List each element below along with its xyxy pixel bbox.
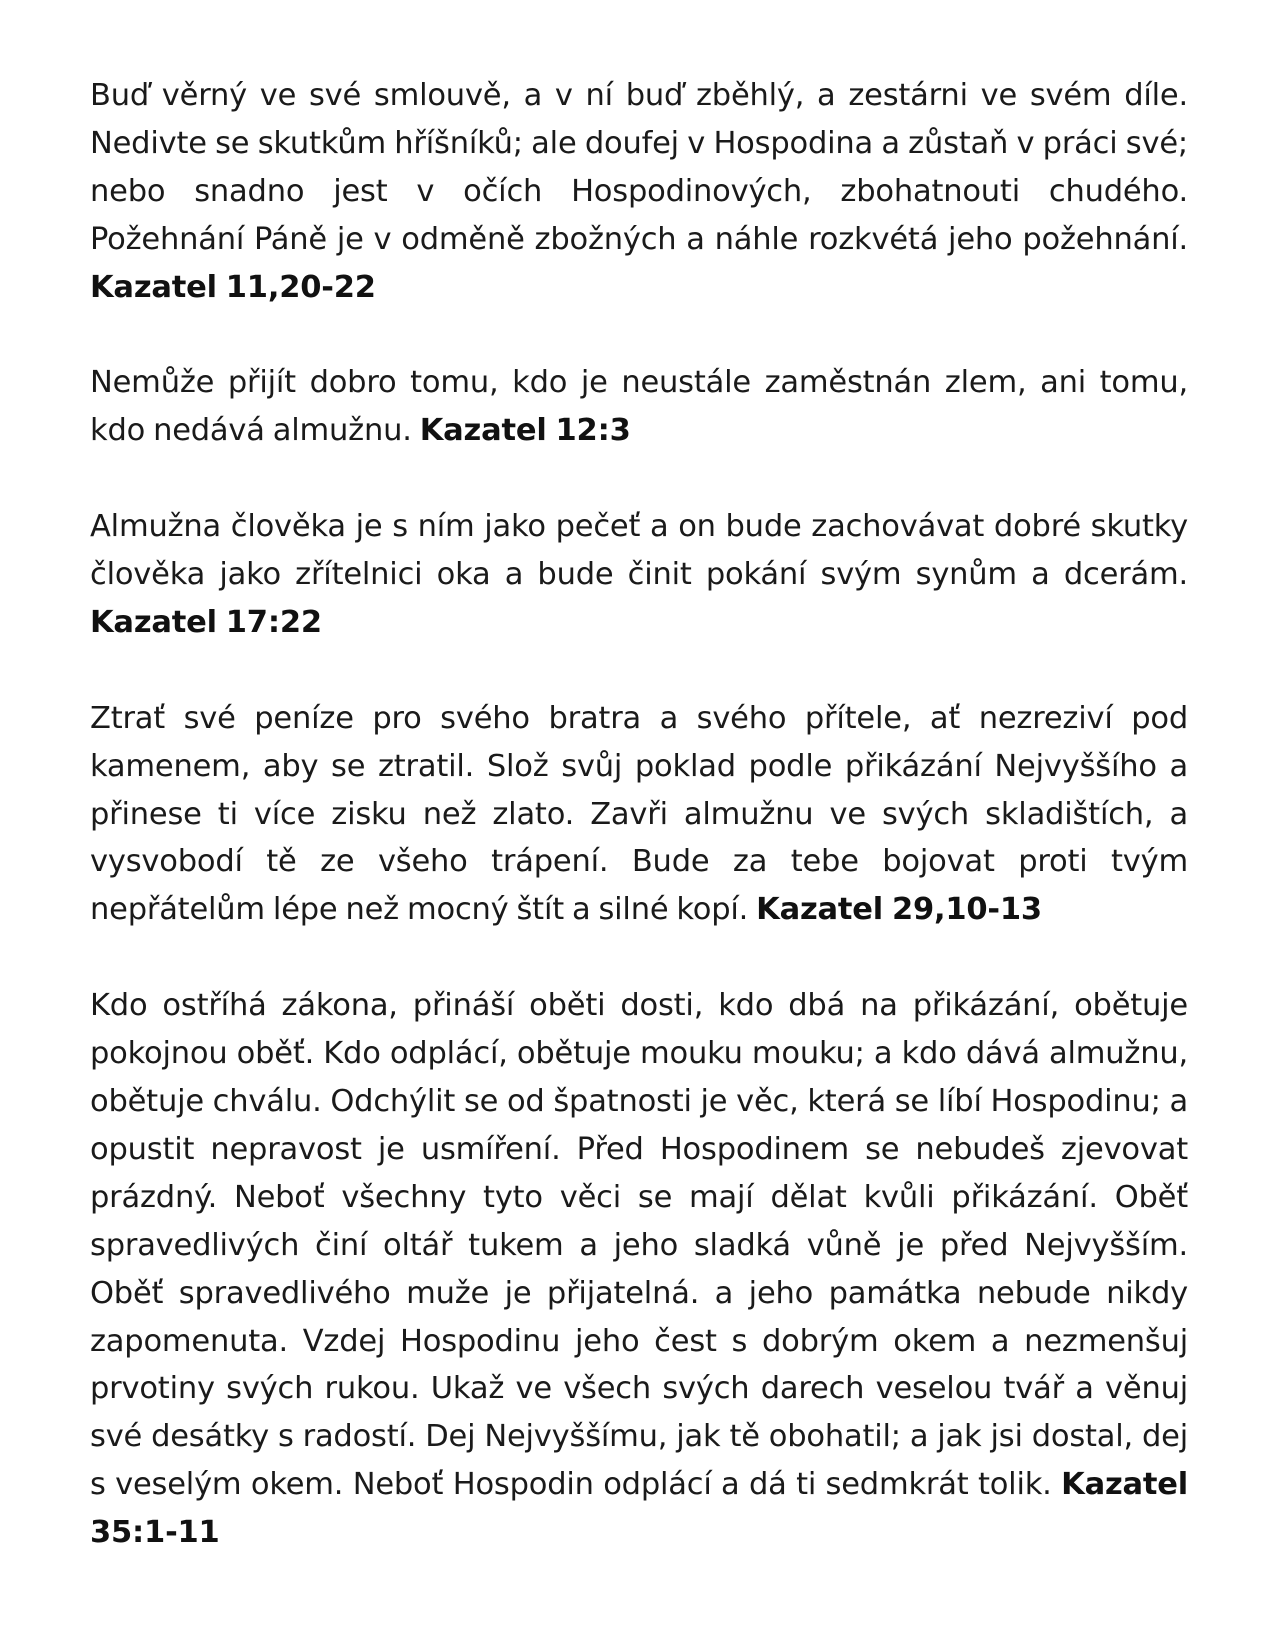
paragraph-5: [90, 982, 1188, 1557]
scripture-reference: Kazatel 29,10-13: [756, 892, 1042, 928]
scripture-reference: Kazatel 12:3: [419, 413, 631, 449]
paragraph-1: [90, 72, 1188, 312]
document-page: [90, 72, 1188, 1605]
paragraph-text: Buď věrný ve své smlouvě, a v ní buď zběhlý, a zestárni ve svém díle. Nedivte se skutkům hříšníků; ale doufej v Hospodina a zůstaň v práci své; nebo snadno jest v očích Hospodinových, zbohatnouti chudého. Požehnání Páně je v odměně zbožných a náhle rozkvétá jeho požehnání.: [90, 78, 1188, 257]
paragraph-text: Nemůže přijít dobro tomu, kdo je neustále zaměstnán zlem, ani tomu, kdo nedává almužnu.: [90, 365, 1188, 449]
scripture-reference: Kazatel 11,20-22: [90, 269, 376, 305]
paragraph-text: Ztrať své peníze pro svého bratra a svého přítele, ať nezreziví pod kamenem, aby se ztratil. Slož svůj poklad podle přikázání Nejvyššího a přinese ti více zisku než zlato. Zavři almužnu ve svých skladištích, a vysvobodí tě ze všeho trápení. Bude za tebe bojovat proti tvým nepřátelům lépe než mocný štít a silné kopí.: [90, 700, 1188, 928]
scripture-reference: Kazatel 17:22: [90, 604, 322, 640]
paragraph-text: Almužna člověka je s ním jako pečeť a on bude zachovávat dobré skutky člověka jako zřítelnici oka a bude činit pokání svým synům a dcerám.: [90, 509, 1188, 593]
paragraph-2: [90, 359, 1188, 455]
paragraph-3: [90, 503, 1188, 647]
paragraph-4: [90, 695, 1188, 935]
scripture-reference: Kazatel 35:1-11: [90, 1467, 1189, 1551]
paragraph-text: Kdo ostříhá zákona, přináší oběti dosti, kdo dbá na přikázání, obětuje pokojnou oběť. Kdo odplácí, obětuje mouku mouku; a kdo dává almužnu, obětuje chválu. Odchýlit se od špatnosti je věc, která se líbí Hospodinu; a opustit nepravost je usmíření. Před Hospodinem se nebudeš zjevovat prázdný. Neboť všechny tyto věci se mají dělat kvůli přikázání. Oběť spravedlivých činí oltář tukem a jeho sladká vůně je před Nejvyšším. Oběť spravedlivého muže je přijatelná. a jeho památka nebude nikdy zapomenuta. Vzdej Hospodinu jeho čest s dobrým okem a nezmenšuj prvotiny svých rukou. Ukaž ve všech svých darech veselou tvář a věnuj své desátky s radostí. Dej Nejvyššímu, jak tě obohatil; a jak jsi dostal, dej s veselým okem. Neboť Hospodin odplácí a dá ti sedmkrát tolik.: [90, 988, 1188, 1503]
